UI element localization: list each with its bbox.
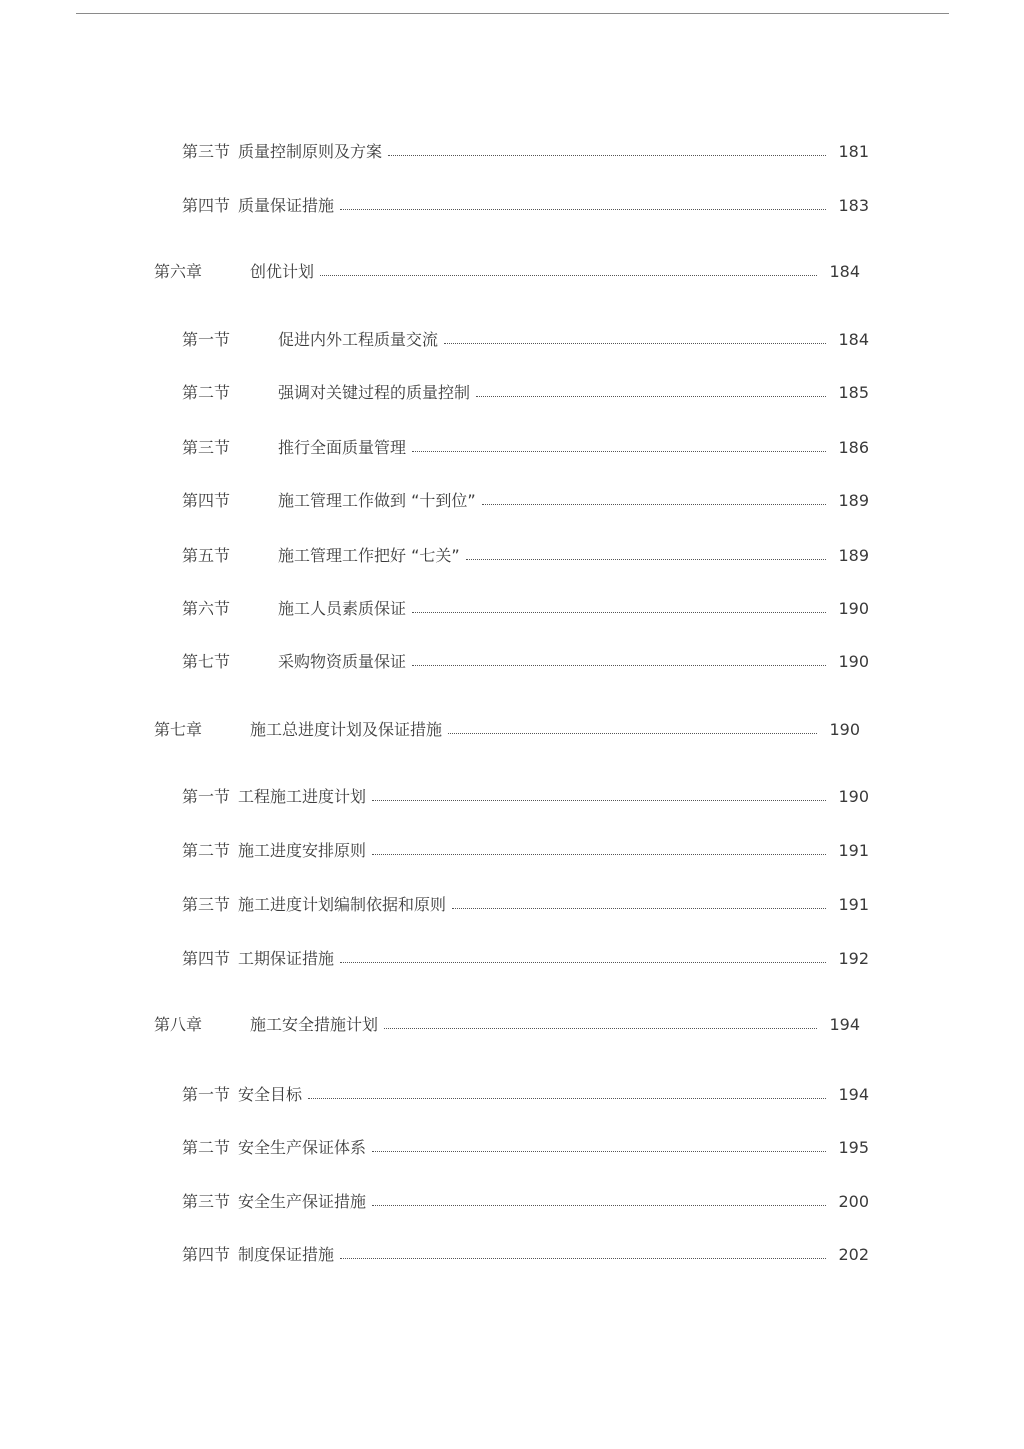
toc-entry-number: 第四节: [182, 1245, 231, 1264]
toc-entry-number: 第三节: [182, 142, 231, 161]
toc-entry-number: 第三节: [182, 1192, 231, 1211]
toc-entry-number: 第四节: [182, 491, 231, 510]
toc-page-number: 190: [838, 652, 869, 671]
toc-dot-leader: [372, 1151, 826, 1152]
toc-page-number: 190: [838, 787, 869, 806]
toc-entry-number: 第四节: [182, 949, 231, 968]
toc-section-entry[interactable]: [182, 327, 869, 353]
toc-dot-leader: [372, 1205, 826, 1206]
toc-entry-number: 第二节: [182, 1138, 231, 1157]
toc-page-number: 190: [838, 599, 869, 618]
toc-entry-title: 工期保证措施: [238, 949, 335, 968]
header-rule: [76, 13, 949, 14]
toc-entry-title: 安全目标: [238, 1085, 303, 1104]
toc-section-entry[interactable]: [182, 946, 869, 972]
toc-section-entry[interactable]: [182, 139, 869, 165]
toc-entry-number: 第三节: [182, 895, 231, 914]
toc-entry-title: 施工人员素质保证: [278, 599, 407, 618]
toc-entry-number: 第七章: [154, 720, 203, 739]
toc-dot-leader: [340, 209, 826, 210]
toc-entry-number: 第一节: [182, 330, 231, 349]
toc-section-entry[interactable]: [182, 1082, 869, 1108]
toc-dot-leader: [308, 1098, 826, 1099]
toc-section-entry[interactable]: [182, 435, 869, 461]
toc-dot-leader: [412, 612, 826, 613]
toc-section-entry[interactable]: [182, 596, 869, 622]
toc-section-entry[interactable]: [182, 892, 869, 918]
toc-dot-leader: [388, 155, 826, 156]
toc-entry-number: 第三节: [182, 438, 231, 457]
toc-entry-title: 强调对关键过程的质量控制: [278, 383, 471, 402]
toc-entry-title: 推行全面质量管理: [278, 438, 407, 457]
toc-dot-leader: [372, 800, 826, 801]
toc-entry-title: 创优计划: [250, 262, 315, 281]
toc-entry-number: 第四节: [182, 196, 231, 215]
toc-section-entry[interactable]: [182, 1135, 869, 1161]
toc-entry-title: 制度保证措施: [238, 1245, 335, 1264]
toc-dot-leader: [466, 559, 826, 560]
toc-entry-title: 施工进度安排原则: [238, 841, 367, 860]
toc-section-entry[interactable]: [182, 488, 869, 514]
toc-dot-leader: [384, 1028, 817, 1029]
toc-entry-title: 促进内外工程质量交流: [278, 330, 439, 349]
toc-entry-title: 质量保证措施: [238, 196, 335, 215]
toc-entry-title: 质量控制原则及方案: [238, 142, 383, 161]
toc-page-number: 202: [838, 1245, 869, 1264]
toc-dot-leader: [412, 451, 826, 452]
toc-entry-title: 施工安全措施计划: [250, 1015, 379, 1034]
toc-page-number: 191: [838, 895, 869, 914]
toc-dot-leader: [412, 665, 826, 666]
toc-dot-leader: [448, 733, 817, 734]
toc-dot-leader: [340, 1258, 826, 1259]
toc-dot-leader: [372, 854, 826, 855]
toc-page-number: 184: [838, 330, 869, 349]
toc-page-number: 190: [829, 720, 860, 739]
toc-entry-number: 第一节: [182, 1085, 231, 1104]
toc-entry-title: 施工管理工作做到 “十到位”: [278, 491, 476, 510]
toc-entry-number: 第二节: [182, 383, 231, 402]
toc-section-entry[interactable]: [182, 380, 869, 406]
toc-dot-leader: [444, 343, 826, 344]
toc-section-entry[interactable]: [182, 193, 869, 219]
toc-entry-title: 施工管理工作把好 “七关”: [278, 546, 460, 565]
toc-page-number: 185: [838, 383, 869, 402]
toc-entry-title: 安全生产保证体系: [238, 1138, 367, 1157]
toc-section-entry[interactable]: [182, 1189, 869, 1215]
toc-chapter-entry[interactable]: [154, 259, 860, 285]
toc-chapter-entry[interactable]: [154, 717, 860, 743]
toc-page-number: 192: [838, 949, 869, 968]
toc-entry-number: 第六节: [182, 599, 231, 618]
toc-dot-leader: [476, 396, 826, 397]
toc-dot-leader: [320, 275, 817, 276]
toc-page-number: 194: [829, 1015, 860, 1034]
toc-section-entry[interactable]: [182, 838, 869, 864]
toc-dot-leader: [340, 962, 826, 963]
toc-section-entry[interactable]: [182, 649, 869, 675]
toc-entry-number: 第六章: [154, 262, 203, 281]
toc-entry-number: 第八章: [154, 1015, 203, 1034]
toc-entry-title: 采购物资质量保证: [278, 652, 407, 671]
toc-section-entry[interactable]: [182, 1242, 869, 1268]
toc-page-number: 184: [829, 262, 860, 281]
toc-page-number: 200: [838, 1192, 869, 1211]
toc-entry-title: 施工进度计划编制依据和原则: [238, 895, 447, 914]
toc-entry-title: 工程施工进度计划: [238, 787, 367, 806]
toc-page-number: 189: [838, 546, 869, 565]
toc-section-entry[interactable]: [182, 543, 869, 569]
toc-entry-number: 第七节: [182, 652, 231, 671]
toc-dot-leader: [482, 504, 826, 505]
toc-dot-leader: [452, 908, 826, 909]
toc-page-number: 183: [838, 196, 869, 215]
toc-page-number: 181: [838, 142, 869, 161]
toc-entry-number: 第一节: [182, 787, 231, 806]
toc-page-number: 186: [838, 438, 869, 457]
toc-page-number: 189: [838, 491, 869, 510]
toc-chapter-entry[interactable]: [154, 1012, 860, 1038]
toc-entry-number: 第二节: [182, 841, 231, 860]
toc-page-number: 195: [838, 1138, 869, 1157]
toc-page-number: 191: [838, 841, 869, 860]
toc-page-number: 194: [838, 1085, 869, 1104]
toc-entry-title: 安全生产保证措施: [238, 1192, 367, 1211]
toc-entry-title: 施工总进度计划及保证措施: [250, 720, 443, 739]
toc-section-entry[interactable]: [182, 784, 869, 810]
toc-entry-number: 第五节: [182, 546, 231, 565]
